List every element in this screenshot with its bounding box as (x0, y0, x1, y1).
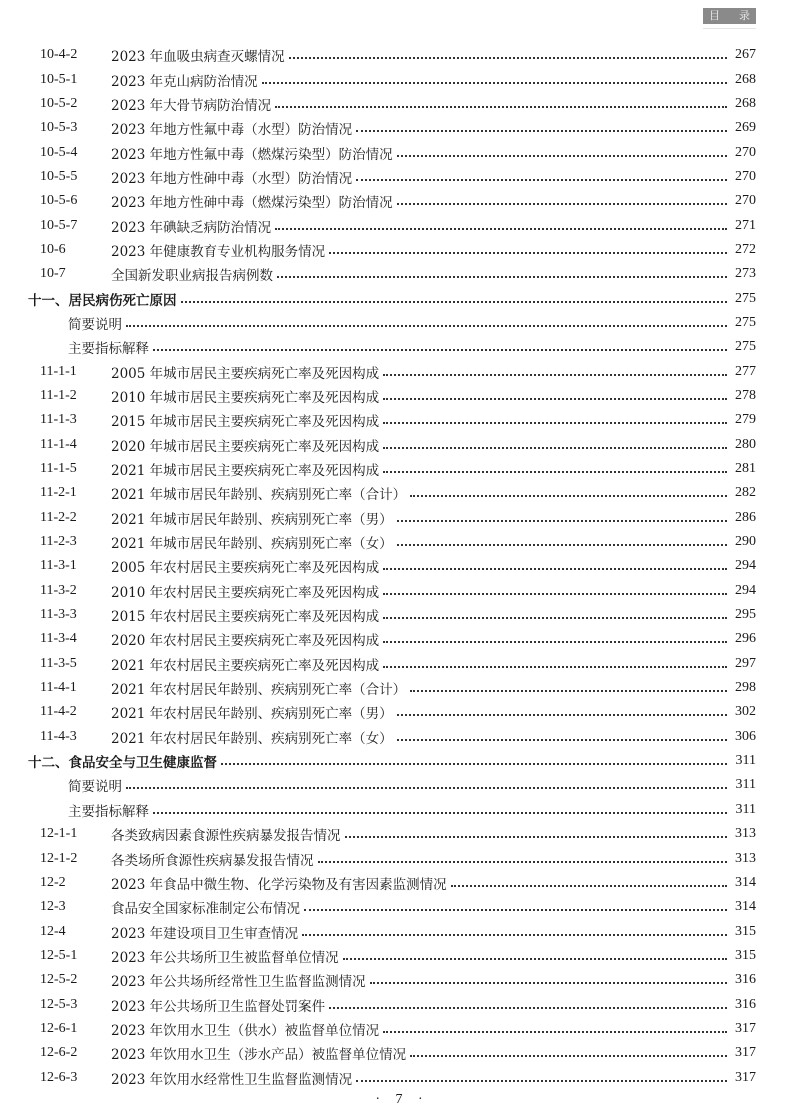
entry-page-number: 268 (735, 71, 756, 87)
entry-code: 11-3-5 (40, 655, 77, 671)
toc-entry[interactable] (0, 579, 804, 603)
entry-page-number: 269 (735, 120, 756, 136)
toc-entry[interactable] (0, 116, 804, 140)
entry-code: 10-5-5 (40, 168, 78, 184)
entry-title: 十二、食品安全与卫生健康监督 (28, 755, 217, 772)
entry-line (111, 459, 756, 479)
toc-subheading[interactable] (0, 798, 804, 822)
entry-title: 2023 年建设项目卫生审查情况 (111, 925, 299, 942)
entry-code: 11-4-2 (40, 704, 77, 720)
dot-leader (356, 179, 727, 181)
entry-page-number: 296 (735, 631, 756, 647)
toc-entry[interactable] (0, 189, 804, 213)
entry-title: 2023 年克山病防治情况 (111, 73, 258, 90)
entry-line (111, 922, 756, 942)
entry-line (111, 581, 756, 601)
toc-entry[interactable] (0, 530, 804, 554)
toc-entry[interactable] (0, 676, 804, 700)
entry-title: 2020 年农村居民主要疾病死亡率及死因构成 (111, 633, 380, 650)
entry-title: 2021 年农村居民主要疾病死亡率及死因构成 (111, 657, 380, 674)
entry-code: 10-5-1 (40, 71, 78, 87)
entry-line (111, 970, 756, 990)
entry-page-number: 311 (735, 801, 756, 817)
entry-title: 2023 年饮用水卫生（供水）被监督单位情况 (111, 1022, 380, 1039)
entry-title: 简要说明 (68, 316, 122, 333)
dot-leader (356, 1080, 727, 1082)
entry-page-number: 270 (735, 168, 756, 184)
entry-code: 10-4-2 (40, 47, 78, 63)
entry-code: 11-4-3 (40, 728, 77, 744)
entry-title: 食品安全国家标准制定公布情况 (111, 901, 300, 918)
entry-title: 2023 年大骨节病防治情况 (111, 97, 272, 114)
entry-page-number: 294 (735, 558, 756, 574)
dot-leader (383, 666, 727, 668)
entry-line (111, 435, 756, 455)
entry-page-number: 315 (735, 923, 756, 939)
dot-leader (289, 57, 727, 59)
entry-page-number: 306 (735, 728, 756, 744)
entry-title: 2023 年饮用水卫生（涉水产品）被监督单位情况 (111, 1047, 407, 1064)
entry-code: 11-3-4 (40, 631, 77, 647)
entry-line (28, 751, 756, 771)
dot-leader (262, 82, 727, 84)
toc-entry[interactable] (0, 919, 804, 943)
entry-page-number: 282 (735, 485, 756, 501)
toc-subheading[interactable] (0, 311, 804, 335)
entry-title: 2023 年地方性氟中毒（水型）防治情况 (111, 122, 353, 139)
entry-page-number: 316 (735, 996, 756, 1012)
entry-title: 2023 年地方性砷中毒（水型）防治情况 (111, 170, 353, 187)
entry-title: 2023 年地方性砷中毒（燃煤污染型）防治情况 (111, 195, 393, 212)
dot-leader (383, 568, 727, 570)
entry-code: 12-2 (40, 874, 66, 890)
dot-leader (181, 301, 728, 303)
entry-page-number: 311 (735, 753, 756, 769)
entry-line (68, 313, 756, 333)
entry-title: 各类致病因素食源性疾病暴发报告情况 (111, 828, 341, 845)
entry-code: 11-2-2 (40, 509, 77, 525)
dot-leader (304, 909, 727, 911)
entry-page-number: 272 (735, 241, 756, 257)
entry-page-number: 279 (735, 412, 756, 428)
toc-entry[interactable] (0, 700, 804, 724)
section-badge-contents (703, 8, 756, 24)
toc-entry[interactable] (0, 652, 804, 676)
entry-code: 11-3-1 (40, 558, 77, 574)
dot-leader (397, 155, 727, 157)
dot-leader (397, 714, 727, 716)
entry-line (68, 337, 756, 357)
dot-leader (126, 325, 727, 327)
entry-line (111, 873, 756, 893)
entry-line (111, 216, 756, 236)
entry-code: 12-6-2 (40, 1045, 78, 1061)
toc-subheading[interactable] (0, 773, 804, 797)
entry-line (111, 897, 756, 917)
dot-leader (383, 422, 727, 424)
toc-entry[interactable] (0, 992, 804, 1016)
entry-code: 11-1-3 (40, 412, 77, 428)
entry-line (111, 118, 756, 138)
dot-leader (383, 447, 727, 449)
page-number: · 7 · (375, 1092, 429, 1107)
dot-leader (383, 593, 727, 595)
entry-page-number: 275 (735, 290, 756, 306)
toc-entry[interactable] (0, 725, 804, 749)
toc-entry[interactable] (0, 43, 804, 67)
entry-page-number: 275 (735, 314, 756, 330)
entry-title: 2021 年农村居民年龄别、疾病别死亡率（女） (111, 730, 393, 747)
dot-leader (397, 203, 727, 205)
entry-title: 2005 年城市居民主要疾病死亡率及死因构成 (111, 365, 380, 382)
entry-page-number: 267 (735, 47, 756, 63)
entry-code: 11-2-3 (40, 534, 77, 550)
entry-line (28, 289, 756, 309)
toc-entry[interactable] (0, 968, 804, 992)
entry-line (111, 45, 756, 65)
dot-leader (383, 374, 727, 376)
entry-title: 简要说明 (68, 779, 122, 796)
dot-leader (275, 106, 727, 108)
toc-entry[interactable] (0, 895, 804, 919)
entry-code: 11-1-1 (40, 363, 77, 379)
entry-page-number: 317 (735, 1069, 756, 1085)
entry-page-number: 317 (735, 1020, 756, 1036)
entry-line (111, 727, 756, 747)
toc-entry[interactable] (0, 846, 804, 870)
entry-line (111, 94, 756, 114)
toc-entry[interactable] (0, 1065, 804, 1089)
dot-leader (277, 276, 727, 278)
entry-page-number: 290 (735, 534, 756, 550)
badge-char-left: 目 (709, 9, 720, 22)
entry-line (111, 629, 756, 649)
entry-line (111, 70, 756, 90)
entry-page-number: 311 (735, 777, 756, 793)
entry-code: 10-5-3 (40, 120, 78, 136)
entry-code: 12-3 (40, 899, 66, 915)
entry-line (111, 946, 756, 966)
entry-title: 2021 年农村居民年龄别、疾病别死亡率（合计） (111, 682, 407, 699)
entry-page-number: 268 (735, 95, 756, 111)
entry-code: 12-1-1 (40, 826, 78, 842)
entry-line (111, 532, 756, 552)
entry-title: 2021 年城市居民年龄别、疾病别死亡率（合计） (111, 487, 407, 504)
entry-line (111, 824, 756, 844)
toc-entry[interactable] (0, 627, 804, 651)
toc-entry[interactable] (0, 359, 804, 383)
dot-leader (383, 471, 727, 473)
entry-line (111, 191, 756, 211)
dot-leader (126, 787, 727, 789)
toc-entry[interactable] (0, 506, 804, 530)
toc-entry[interactable] (0, 213, 804, 237)
toc-entry[interactable] (0, 871, 804, 895)
entry-page-number: 280 (735, 436, 756, 452)
entry-title: 2023 年健康教育专业机构服务情况 (111, 243, 326, 260)
entry-page-number: 294 (735, 582, 756, 598)
dot-leader (343, 958, 727, 960)
entry-code: 10-5-6 (40, 193, 78, 209)
entry-code: 11-3-2 (40, 582, 77, 598)
entry-line (111, 386, 756, 406)
entry-line (111, 1068, 756, 1088)
dot-leader (329, 252, 727, 254)
entry-page-number: 270 (735, 193, 756, 209)
entry-code: 11-4-1 (40, 680, 77, 696)
entry-code: 12-6-1 (40, 1020, 78, 1036)
dot-leader (370, 982, 727, 984)
entry-page-number: 271 (735, 217, 756, 233)
entry-title: 2020 年城市居民主要疾病死亡率及死因构成 (111, 438, 380, 455)
entry-title: 2015 年农村居民主要疾病死亡率及死因构成 (111, 609, 380, 626)
entry-title: 2010 年农村居民主要疾病死亡率及死因构成 (111, 584, 380, 601)
dot-leader (383, 641, 727, 643)
entry-title: 2015 年城市居民主要疾病死亡率及死因构成 (111, 414, 380, 431)
entry-line (68, 800, 756, 820)
entry-line (111, 556, 756, 576)
entry-line (111, 1043, 756, 1063)
entry-page-number: 273 (735, 266, 756, 282)
entry-page-number: 314 (735, 874, 756, 890)
entry-title: 全国新发职业病报告病例数 (111, 268, 273, 285)
entry-page-number: 281 (735, 461, 756, 477)
entry-page-number: 316 (735, 972, 756, 988)
entry-title: 2023 年碘缺乏病防治情况 (111, 219, 272, 236)
dot-leader (153, 812, 727, 814)
dot-leader (410, 1055, 727, 1057)
entry-page-number: 314 (735, 899, 756, 915)
toc-entry[interactable] (0, 603, 804, 627)
entry-line (111, 264, 756, 284)
entry-title: 2023 年饮用水经常性卫生监督监测情况 (111, 1071, 353, 1088)
toc-entry[interactable] (0, 262, 804, 286)
entry-title: 主要指标解释 (68, 341, 149, 358)
entry-page-number: 295 (735, 607, 756, 623)
entry-page-number: 313 (735, 826, 756, 842)
entry-page-number: 302 (735, 704, 756, 720)
entry-title: 2005 年农村居民主要疾病死亡率及死因构成 (111, 560, 380, 577)
entry-line (111, 849, 756, 869)
dot-leader (221, 763, 727, 765)
entry-line (111, 1019, 756, 1039)
entry-page-number: 270 (735, 144, 756, 160)
entry-code: 12-5-2 (40, 972, 78, 988)
dot-leader (397, 544, 727, 546)
entry-title: 各类场所食源性疾病暴发报告情况 (111, 852, 314, 869)
entry-code: 12-6-3 (40, 1069, 78, 1085)
entry-code: 11-1-2 (40, 387, 77, 403)
toc-entry[interactable] (0, 433, 804, 457)
entry-page-number: 277 (735, 363, 756, 379)
badge-char-right: 录 (739, 9, 750, 22)
entry-line (111, 240, 756, 260)
entry-code: 11-1-4 (40, 436, 77, 452)
entry-title: 2023 年食品中微生物、化学污染物及有害因素监测情况 (111, 876, 447, 893)
entry-line (111, 605, 756, 625)
toc-entry[interactable] (0, 165, 804, 189)
toc-entry[interactable] (0, 140, 804, 164)
entry-title: 主要指标解释 (68, 803, 149, 820)
entry-title: 2023 年公共场所卫生被监督单位情况 (111, 949, 339, 966)
dot-leader (383, 398, 727, 400)
entry-page-number: 275 (735, 339, 756, 355)
entry-title: 2021 年城市居民年龄别、疾病别死亡率（女） (111, 536, 393, 553)
entry-page-number: 286 (735, 509, 756, 525)
dot-leader (318, 861, 728, 863)
entry-title: 2010 年城市居民主要疾病死亡率及死因构成 (111, 389, 380, 406)
entry-line (111, 654, 756, 674)
entry-line (111, 483, 756, 503)
toc-entry[interactable] (0, 1017, 804, 1041)
dot-leader (302, 934, 727, 936)
entry-line (68, 775, 756, 795)
dot-leader (356, 130, 727, 132)
entry-code: 12-5-1 (40, 947, 78, 963)
dot-leader (397, 520, 727, 522)
toc-entry[interactable] (0, 481, 804, 505)
toc-entry[interactable] (0, 67, 804, 91)
toc-entry[interactable] (0, 822, 804, 846)
entry-line (111, 410, 756, 430)
dot-leader (275, 228, 727, 230)
entry-code: 11-3-3 (40, 607, 77, 623)
entry-title: 2023 年地方性氟中毒（燃煤污染型）防治情况 (111, 146, 393, 163)
entry-line (111, 167, 756, 187)
entry-code: 10-7 (40, 266, 66, 282)
entry-code: 12-5-3 (40, 996, 78, 1012)
entry-line (111, 702, 756, 722)
dot-leader (329, 1007, 727, 1009)
entry-title: 2021 年城市居民年龄别、疾病别死亡率（男） (111, 511, 393, 528)
header-rule (703, 28, 756, 29)
entry-code: 12-1-2 (40, 850, 78, 866)
toc-entry[interactable] (0, 944, 804, 968)
entry-page-number: 313 (735, 850, 756, 866)
entry-line (111, 508, 756, 528)
entry-line (111, 143, 756, 163)
entry-code: 10-5-4 (40, 144, 78, 160)
entry-title: 2021 年农村居民年龄别、疾病别死亡率（男） (111, 706, 393, 723)
entry-code: 11-1-5 (40, 461, 77, 477)
dot-leader (397, 739, 727, 741)
entry-line (111, 678, 756, 698)
toc-subheading[interactable] (0, 335, 804, 359)
dot-leader (410, 495, 727, 497)
dot-leader (410, 690, 727, 692)
entry-code: 10-5-7 (40, 217, 78, 233)
entry-code: 10-6 (40, 241, 66, 257)
table-of-contents (0, 43, 804, 1090)
toc-section-heading[interactable] (0, 286, 804, 310)
dot-leader (345, 836, 728, 838)
dot-leader (153, 349, 727, 351)
entry-page-number: 315 (735, 947, 756, 963)
dot-leader (451, 885, 727, 887)
entry-page-number: 278 (735, 387, 756, 403)
entry-title: 2021 年城市居民主要疾病死亡率及死因构成 (111, 463, 380, 480)
entry-page-number: 297 (735, 655, 756, 671)
entry-line (111, 362, 756, 382)
entry-line (111, 995, 756, 1015)
entry-title: 2023 年公共场所卫生监督处罚案件 (111, 998, 326, 1015)
toc-entry[interactable] (0, 408, 804, 432)
entry-title: 2023 年公共场所经常性卫生监督监测情况 (111, 974, 366, 991)
entry-code: 12-4 (40, 923, 66, 939)
toc-entry[interactable] (0, 1041, 804, 1065)
toc-entry[interactable] (0, 554, 804, 578)
entry-page-number: 317 (735, 1045, 756, 1061)
toc-entry[interactable] (0, 457, 804, 481)
toc-entry[interactable] (0, 92, 804, 116)
toc-section-heading[interactable] (0, 749, 804, 773)
toc-entry[interactable] (0, 238, 804, 262)
entry-code: 11-2-1 (40, 485, 77, 501)
entry-title: 2023 年血吸虫病查灭螺情况 (111, 49, 285, 66)
dot-leader (383, 617, 727, 619)
toc-entry[interactable] (0, 384, 804, 408)
entry-title: 十一、居民病伤死亡原因 (28, 292, 177, 309)
dot-leader (383, 1031, 727, 1033)
entry-page-number: 298 (735, 680, 756, 696)
entry-code: 10-5-2 (40, 95, 78, 111)
